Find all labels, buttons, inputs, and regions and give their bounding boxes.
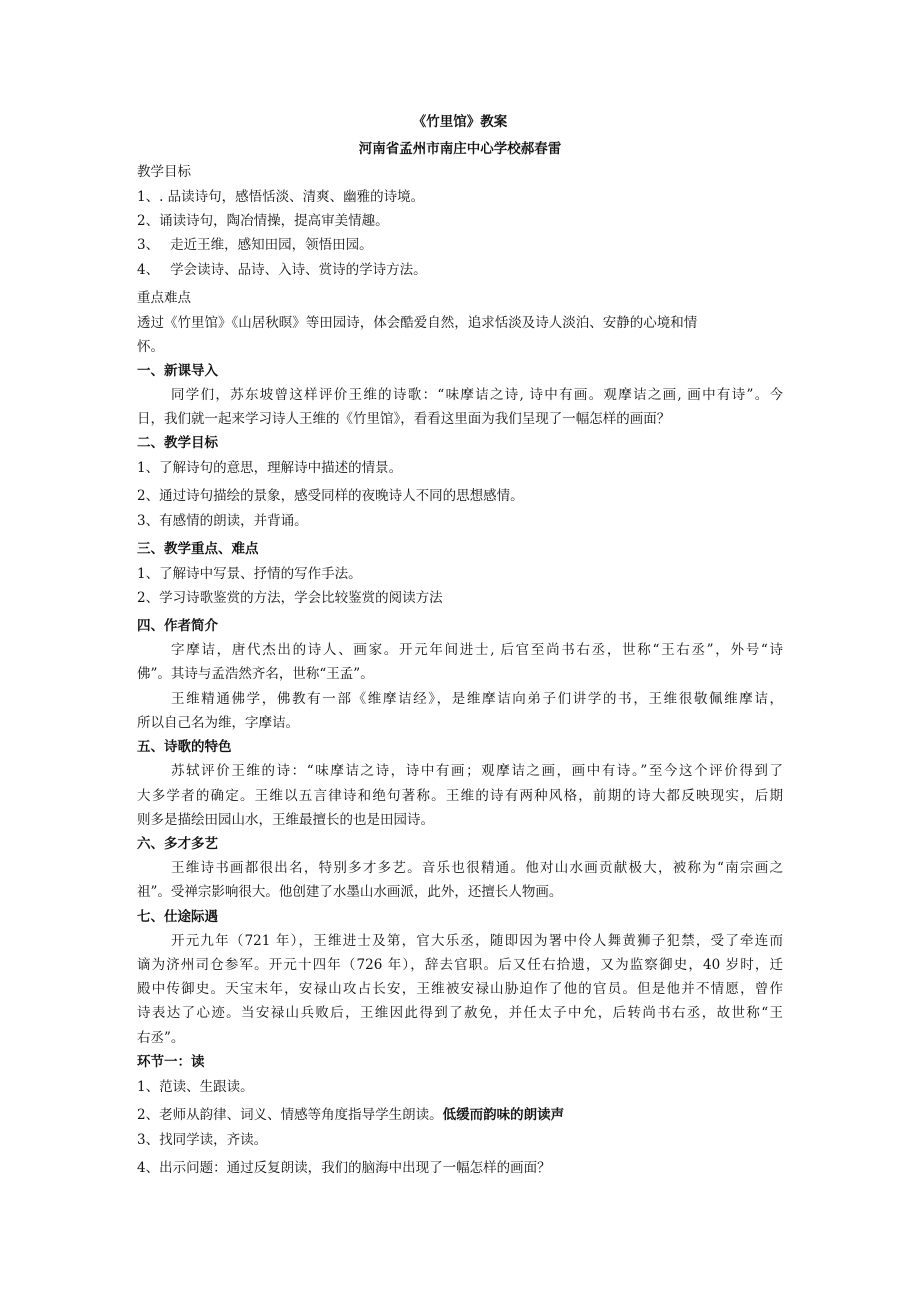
paragraph-line: 苏轼评价王维的诗：“味摩诘之诗，诗中有画；观摩诘之画，画中有诗。”至今这个评价得到了 [171, 763, 783, 779]
paragraph-line: 祖”。受禅宗影响很大。他创建了水墨山水画派，此外，还擅长人物画。 [137, 884, 563, 900]
goal-item: 3、 走近王维，感知田园，领悟田园。 [137, 237, 373, 253]
goal-item: 4、 学会读诗、品诗、入诗、赏诗的学诗方法。 [137, 262, 427, 278]
section-heading: 四、作者简介 [137, 618, 218, 634]
list-item: 1、范读、生跟读。 [137, 1079, 254, 1095]
paragraph-line: 殿中传御史。天宝末年，安禄山攻占长安，王维被安禄山胁迫作了他的官员。但是他并不情愿，曾作 [137, 981, 783, 997]
goal-item: 2、诵读诗句，陶冶情操，提高审美情趣。 [137, 213, 389, 229]
paragraph-line: 则多是描绘田园山水，王维最擅长的也是田园诗。 [137, 812, 434, 828]
paragraph-line: 日，我们就一起来学习诗人王维的《竹里馆》，看看这里面为我们呈现了一幅怎样的画面？ [137, 411, 671, 427]
section-heading: 三、教学重点、难点 [137, 541, 259, 557]
key-heading: 重点难点 [137, 290, 191, 306]
paragraph-line: 右丞”。 [137, 1030, 185, 1046]
paragraph-line: 佛”。其诗与孟浩然齐名，世称“王孟”。 [137, 666, 374, 682]
doc-title: 《竹里馆》教案 [412, 114, 508, 130]
paragraph-line: 所以自己名为维，字摩诘。 [137, 715, 299, 731]
section-heading: 二、教学目标 [137, 435, 218, 451]
list-item: 1、了解诗中写景、抒情的写作手法。 [137, 566, 362, 582]
paragraph-line: 同学们，苏东坡曾这样评价王维的诗歌：“味摩诘之诗, 诗中有画。观摩诘之画, 画中有诗”。今 [171, 387, 783, 403]
step-heading: 环节一：读 [137, 1054, 205, 1070]
list-item: 2、学习诗歌鉴赏的方法，学会比较鉴赏的阅读方法 [137, 590, 443, 606]
paragraph-line: 谪为济州司仓参军。开元十四年（726 年），辞去官职。后又任右拾遗，又为监察御史，40 岁时，迁 [137, 957, 783, 973]
goals-heading: 教学目标 [137, 164, 191, 180]
section-heading: 六、多才多艺 [137, 836, 218, 852]
list-item: 3、找同学读，齐读。 [137, 1132, 268, 1148]
list-item: 4、出示问题：通过反复朗读，我们的脑海中出现了一幅怎样的画面？ [137, 1160, 551, 1176]
doc-author: 河南省孟州市南庄中心学校郝春雷 [358, 141, 562, 157]
list-item [137, 1106, 564, 1124]
paragraph-line: 大多学者的确定。王维以五言律诗和绝句著称。王维的诗有两种风格，前期的诗大都反映现实，后期 [137, 788, 783, 804]
paragraph-line: 字摩诘，唐代杰出的诗人、画家。开元年间进士, 后官至尚书右丞，世称“王右丞”，外号“诗 [171, 642, 783, 658]
paragraph-line: 王维诗书画都很出名，特别多才多艺。音乐也很精通。他对山水画贡献极大，被称为“南宗画之 [171, 860, 783, 876]
goal-item: 1、. 品读诗句，感悟恬淡、清爽、幽雅的诗境。 [137, 189, 425, 205]
list-item: 1、了解诗句的意思，理解诗中描述的情景。 [137, 460, 403, 476]
list-item-emphasis: 低缓而韵味的朗读声 [442, 1107, 565, 1123]
section-heading: 七、仕途际遇 [137, 909, 218, 925]
paragraph-line: 王维精通佛学，佛教有一部《维摩诘经》，是维摩诘向弟子们讲学的书，王维很敬佩维摩诘， [171, 691, 783, 707]
list-item-text: 2、老师从韵律、词义、情感等角度指导学生朗读。 [137, 1107, 443, 1123]
paragraph-line: 诗表达了心迹。当安禄山兵败后，王维因此得到了赦免，并任太子中允，后转尚书右丞，故世称“王 [137, 1005, 783, 1021]
section-heading: 一、新课导入 [137, 363, 218, 379]
key-text: 怀。 [137, 339, 164, 355]
list-item: 2、通过诗句描绘的景象，感受同样的夜晚诗人不同的思想感情。 [137, 488, 524, 504]
key-text: 透过《竹里馆》《山居秋暝》等田园诗，体会酷爱自然，追求恬淡及诗人淡泊、安静的心境和情 [137, 315, 698, 331]
list-item: 3、有感情的朗读，并背诵。 [137, 513, 308, 529]
section-heading: 五、诗歌的特色 [137, 739, 232, 755]
paragraph-line: 开元九年（721 年），王维进士及第，官大乐丞，随即因为署中伶人舞黄狮子犯禁，受了牵连而 [171, 933, 783, 949]
